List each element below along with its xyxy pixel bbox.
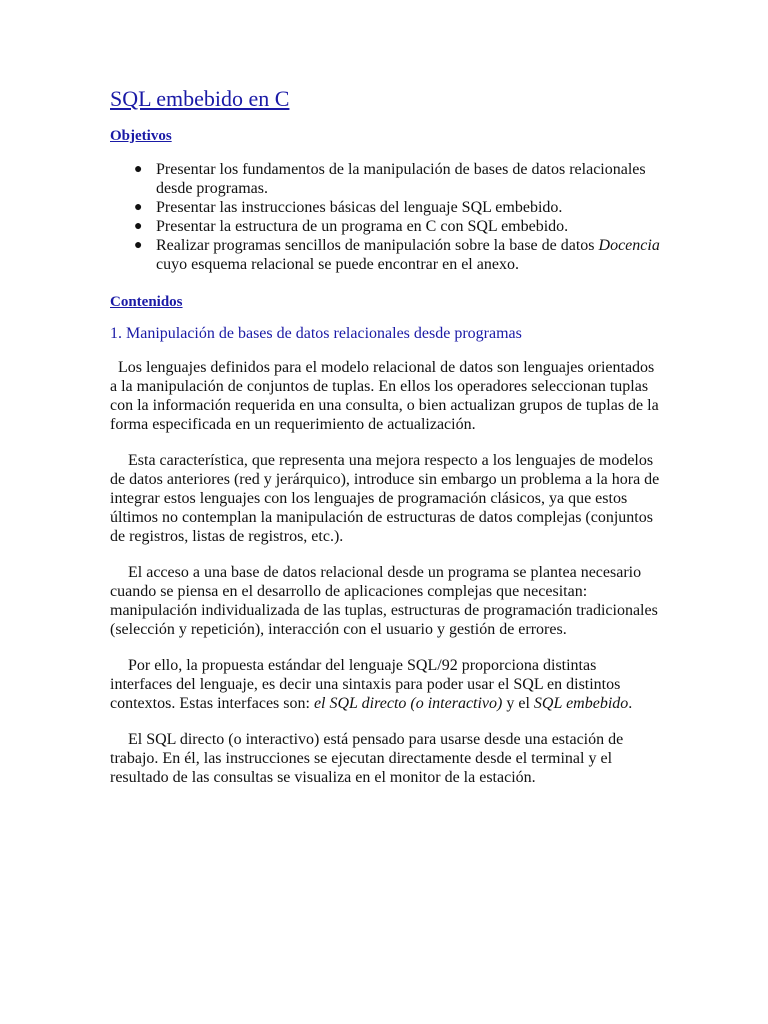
paragraph-4-text-mid: y el <box>502 695 534 712</box>
sql-directo-emphasis: el SQL directo (o interactivo) <box>313 695 503 712</box>
list-item <box>134 160 660 198</box>
paragraph-3: El acceso a una base de datos relacional desde un programa se plantea necesario cuando se piensa en el desarrollo de aplicaciones complejas que necesitan: manipulación individualizada de las tuplas, estructuras de programación tradicionales (selección y repetición), interacción con el usuario y gestión de errores. <box>110 564 658 638</box>
list-item <box>134 217 660 236</box>
list-item <box>134 198 660 217</box>
list-item-text: Presentar los fundamentos de la manipulación de bases de datos relacionales desde programas. <box>156 161 646 197</box>
docencia-emphasis: Docencia <box>598 237 660 254</box>
contenidos-heading[interactable]: Contenidos <box>110 294 183 310</box>
list-item-text-pre: Realizar programas sencillos de manipulación sobre la base de datos <box>156 237 599 254</box>
document-page <box>110 84 660 787</box>
list-item <box>134 236 660 274</box>
list-item-text: Presentar las instrucciones básicas del lenguaje SQL embebido. <box>156 199 563 216</box>
paragraph-4-text-post: . <box>628 695 633 712</box>
paragraph-4 <box>110 656 662 713</box>
list-item-text: Presentar la estructura de un programa en C con SQL embebido. <box>156 218 569 235</box>
paragraph-5: El SQL directo (o interactivo) está pensado para usarse desde una estación de trabajo. En él, las instrucciones se ejecutan directamente desde el terminal y el resultado de las consultas se visualiza en el monitor de la estación. <box>110 731 624 786</box>
spacer <box>110 274 660 292</box>
paragraph-2: Esta característica, que representa una mejora respecto a los lenguajes de modelos de datos anteriores (red y jerárquico), introduce sin embargo un problema a la hora de integrar estos lenguajes con los lenguajes de programación clásicos, ya que estos últimos no contemplan la manipulación de estructuras de datos complejas (conjuntos de registros, listas de registros, etc.). <box>110 452 660 545</box>
section-title: 1. Manipulación de bases de datos relacionales desde programas <box>110 325 522 342</box>
bullet-icon: ● <box>134 200 143 215</box>
list-item-text-post: cuyo esquema relacional se puede encontrar en el anexo. <box>156 256 519 273</box>
page-title[interactable]: SQL embebido en C <box>110 86 290 111</box>
objetivos-heading[interactable]: Objetivos <box>110 128 172 144</box>
objetivos-list <box>110 160 660 274</box>
paragraph-1: Los lenguajes definidos para el modelo relacional de datos son lenguajes orientados a la manipulación de conjuntos de tuplas. En ellos los operadores seleccionan tuplas con la información requerida en una consulta, o bien actualizan grupos de tuplas de la forma especificada en un requerimiento de actualización. <box>110 359 659 433</box>
list-item-text <box>156 237 660 273</box>
bullet-icon: ● <box>134 219 143 234</box>
bullet-icon: ● <box>134 238 143 253</box>
paragraph-4-text-pre: Por ello, la propuesta estándar del lenguaje SQL/92 proporciona distintas interfaces del lenguaje, es decir una sintaxis para poder usar el SQL en distintos contextos. Estas interfaces son: <box>110 657 621 712</box>
bullet-icon: ● <box>134 162 143 177</box>
sql-embebido-emphasis: SQL embebido <box>533 695 629 712</box>
